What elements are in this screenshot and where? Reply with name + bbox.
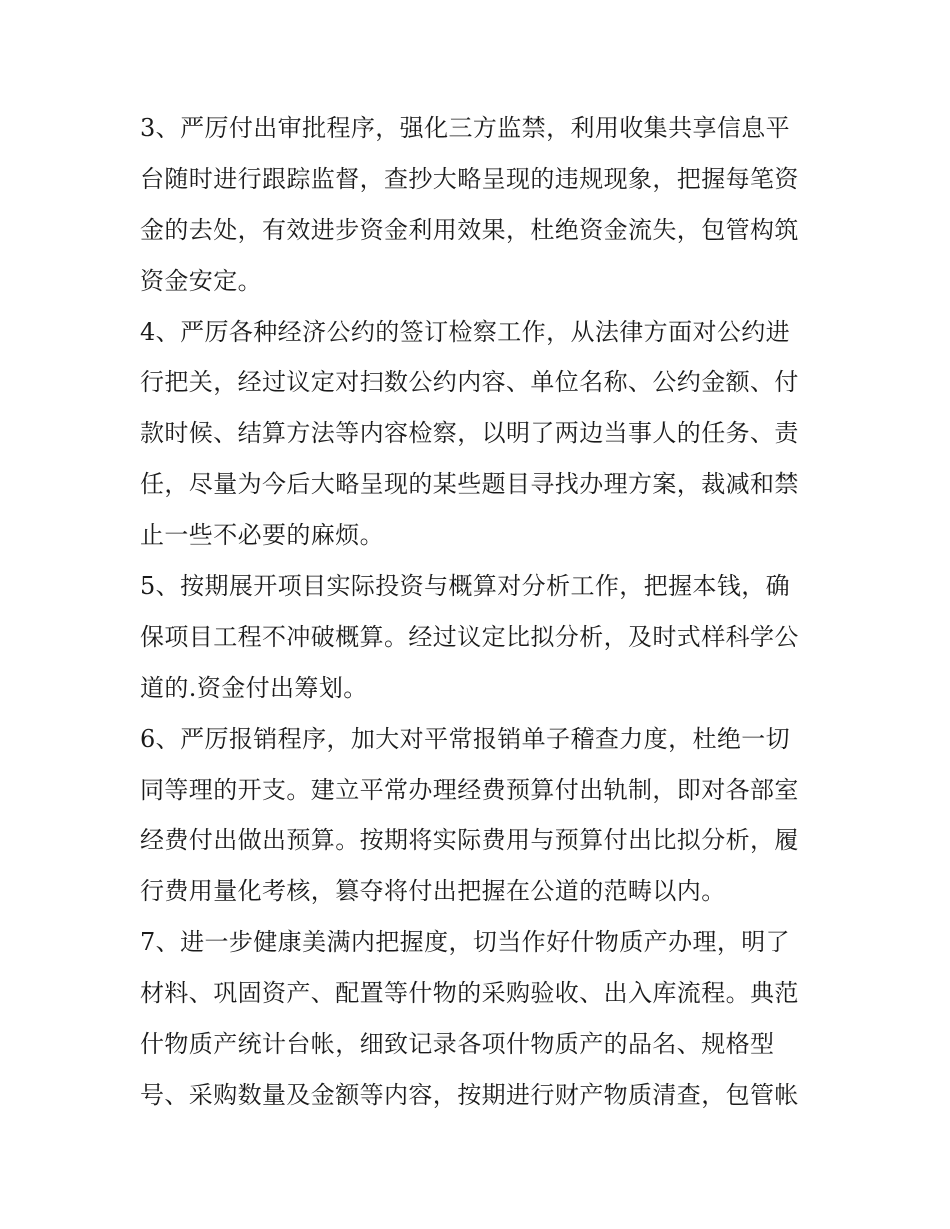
paragraph-3	[140, 103, 812, 307]
paragraph-line: 材料、巩固资产、配置等什物的采购验收、出入库流程。典范	[140, 979, 799, 1008]
paragraph-line: 5、按期展开项目实际投资与概算对分析工作，把握本钱，确	[140, 572, 791, 601]
paragraph-line: 经费付出做出预算。按期将实际费用与预算付出比拟分析，履	[140, 826, 799, 855]
paragraph-line: 款时候、结算方法等内容检察，以明了两边当事人的任务、责	[140, 419, 799, 448]
paragraph-line: 行费用量化考核，篡夺将付出把握在公道的范畴以内。	[140, 877, 726, 906]
paragraph-line: 7、进一步健康美满内把握度，切当作好什物质产办理，明了	[140, 928, 791, 957]
paragraph-5	[140, 561, 812, 714]
paragraph-line: 4、严厉各种经济公约的签订检察工作，从法律方面对公约进	[140, 317, 791, 346]
paragraph-6	[140, 714, 812, 918]
paragraph-line: 行把关，经过议定对扫数公约内容、单位名称、公约金额、付	[140, 368, 799, 397]
paragraph-line: 任，尽量为今后大略呈现的某些题目寻找办理方案，裁减和禁	[140, 470, 799, 499]
document-body	[140, 103, 812, 1121]
paragraph-line: 号、采购数量及金额等内容，按期进行财产物质清查，包管帐	[140, 1080, 799, 1109]
paragraph-line: 同等理的开支。建立平常办理经费预算付出轨制，即对各部室	[140, 775, 799, 804]
paragraph-line: 什物质产统计台帐，细致记录各项什物质产的品名、规格型	[140, 1030, 775, 1059]
paragraph-7	[140, 917, 812, 1121]
paragraph-line: 金的去处，有效进步资金利用效果，杜绝资金流失，包管构筑	[140, 215, 799, 244]
paragraph-line: 道的.资金付出筹划。	[140, 673, 368, 702]
paragraph-4	[140, 307, 812, 561]
paragraph-line: 6、严厉报销程序，加大对平常报销单子稽查力度，杜绝一切	[140, 724, 791, 753]
paragraph-line: 3、严厉付出审批程序，强化三方监禁，利用收集共享信息平	[140, 114, 791, 142]
paragraph-line: 保项目工程不冲破概算。经过议定比拟分析，及时式样科学公	[140, 622, 799, 651]
paragraph-line: 资金安定。	[140, 266, 262, 295]
paragraph-line: 台随时进行跟踪监督，查抄大略呈现的违规现象，把握每笔资	[140, 164, 799, 193]
paragraph-line: 止一些不必要的麻烦。	[140, 521, 384, 550]
